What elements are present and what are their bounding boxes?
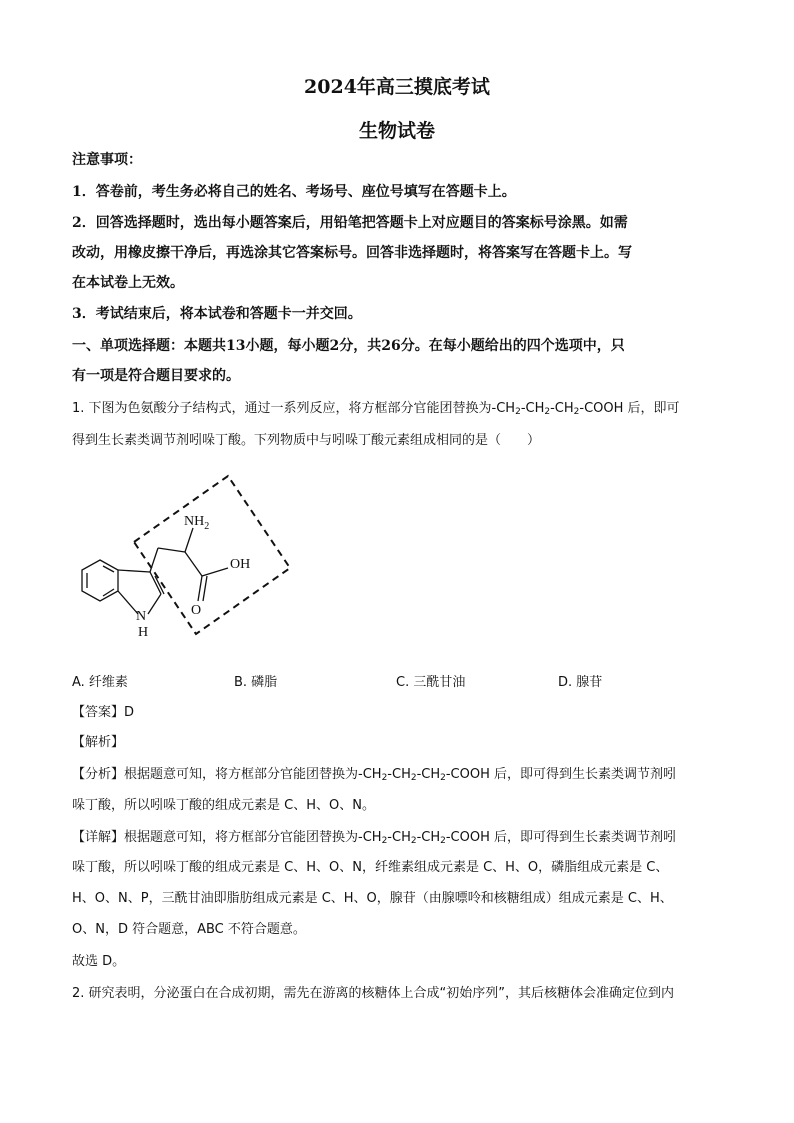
analysis-tag: 【解析】 xyxy=(72,735,125,750)
nh-h-label: H xyxy=(138,625,149,640)
q1-stem-line-1: 1. 下图为色氨酸分子结构式，通过一系列反应，将方框部分官能团替换为$-CH_2-CH_2-CH_2$-COOH 后，即可 xyxy=(72,401,680,417)
carbonyl-o-label: O xyxy=(191,603,202,618)
notice-item-3: 3．考试结束后，将本试卷和答题卡一并交回。 xyxy=(72,306,362,322)
notice-item-2-line-3: 在本试卷上无效。 xyxy=(72,275,184,291)
fenxi-tag: 【分析】 xyxy=(72,767,125,782)
answer-tag: 【答案】 xyxy=(72,705,125,720)
oh-label: OH xyxy=(230,557,251,572)
fenxi-line-2: 哚丁酸，所以吲哚丁酸的组成元素是 C、H、O、N。 xyxy=(72,798,375,813)
notice-item-2-line-1: 2．回答选择题时，选出每小题答案后，用铅笔把答题卡上对应题目的答案标号涂黑。如需 xyxy=(72,215,628,231)
answer-value: D xyxy=(124,705,135,720)
q1-stem-line-2: 得到生长素类调节剂吲哚丁酸。下列物质中与吲哚丁酸元素组成相同的是（ ） xyxy=(72,433,541,448)
xiangjie-tag: 【详解】 xyxy=(72,830,125,845)
q1-option-c: C. 三酰甘油 xyxy=(396,675,466,690)
q1-option-d: D. 腺苷 xyxy=(558,675,603,690)
notice-heading: 注意事项： xyxy=(72,152,142,168)
q1-answer xyxy=(72,702,722,723)
exam-title: 2024年高三摸底考试 xyxy=(304,76,490,98)
xiangjie-line-2: 哚丁酸，所以吲哚丁酸的组成元素是 C、H、O、N，纤维素组成元素是 C、H、O，磷脂组成元素是 C、 xyxy=(72,860,669,875)
notice-item-1: 1．答卷前，考生务必将自己的姓名、考场号、座位号填写在答题卡上。 xyxy=(72,184,516,200)
q1-option-a: A. 纤维素 xyxy=(72,675,128,690)
q1-conclusion: 故选 D。 xyxy=(72,954,126,969)
tryptophan-structure-diagram xyxy=(68,468,298,658)
fenxi-line-1: 【分析】根据题意可知，将方框部分官能团替换为$-CH_2-CH_2-CH_2$-COOH 后，即可得到生长素类调节剂吲 xyxy=(72,767,677,783)
nh2-label: $NH_2$ xyxy=(184,514,210,532)
xiangjie-line-1: 【详解】根据题意可知，将方框部分官能团替换为$-CH_2-CH_2-CH_2$-COOH 后，即可得到生长素类调节剂吲 xyxy=(72,830,677,846)
notice-item-2-line-2: 改动，用橡皮擦干净后，再选涂其它答案标号。回答非选择题时，将答案写在答题卡上。写 xyxy=(72,245,632,261)
section-heading-line-2: 有一项是符合题目要求的。 xyxy=(72,368,240,384)
section-heading-line-1: 一、单项选择题：本题共13小题，每小题2分，共26分。在每小题给出的四个选项中，只 xyxy=(72,338,625,354)
exam-subtitle: 生物试卷 xyxy=(358,120,435,142)
xiangjie-line-4: O、N，D 符合题意，ABC 不符合题意。 xyxy=(72,922,306,937)
xiangjie-line-3: H、O、N、P，三酰甘油即脂肪组成元素是 C、H、O，腺苷（由腺嘌呤和核糖组成）组成元素是 C、H、 xyxy=(72,891,673,906)
q1-option-b: B. 磷脂 xyxy=(234,675,278,690)
nh-n-label: N xyxy=(136,609,147,624)
q2-stem-line-1: 2. 研究表明，分泌蛋白在合成初期，需先在游离的核糖体上合成“初始序列”，其后核糖体会准确定位到内 xyxy=(72,986,675,1001)
